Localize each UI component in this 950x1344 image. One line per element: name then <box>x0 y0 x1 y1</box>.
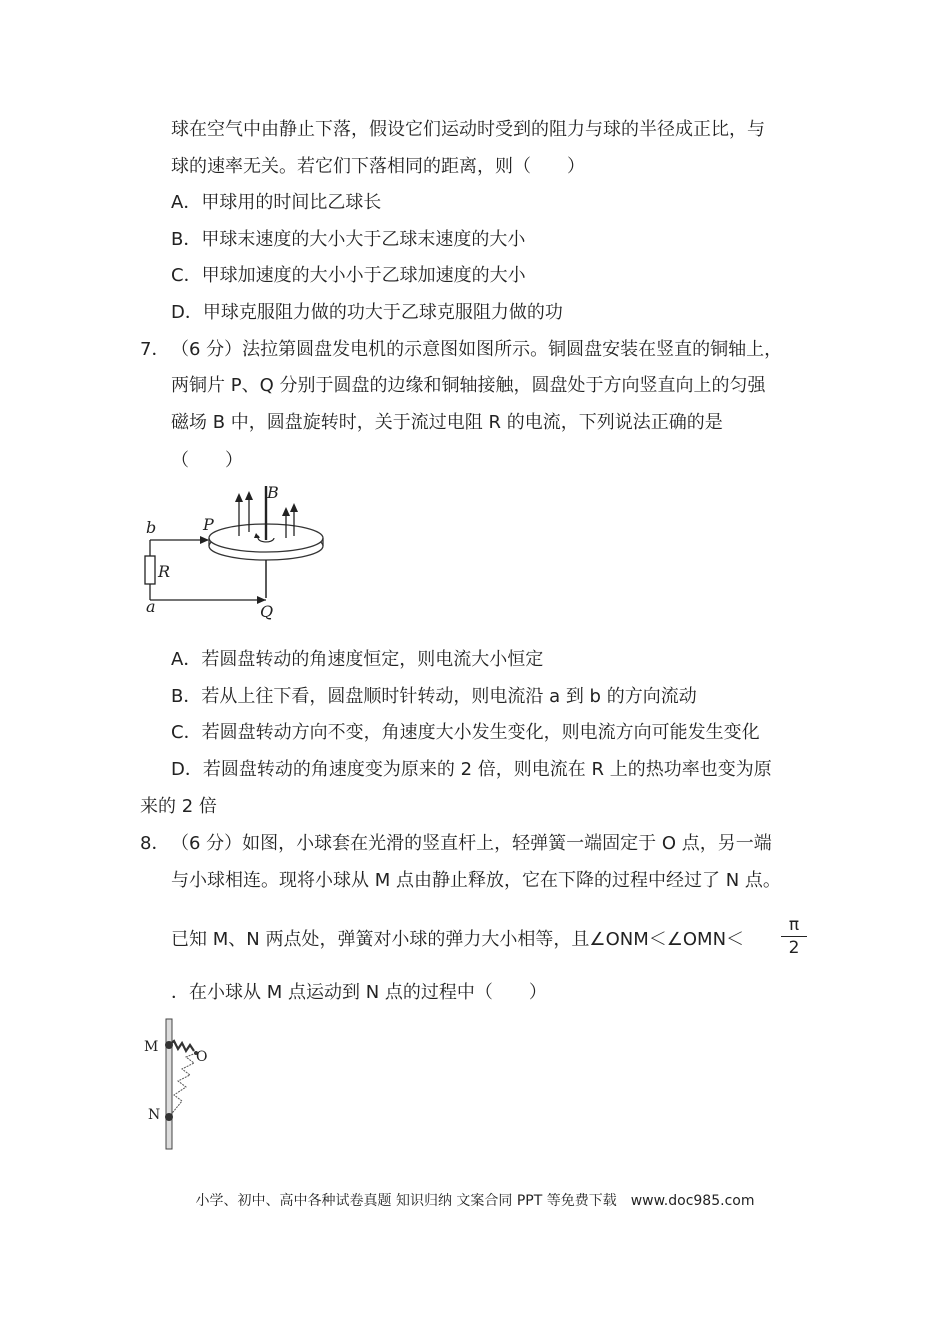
q6-line-2: 球的速率无关。若它们下落相同的距离，则（ ） <box>171 156 585 177</box>
q7-option-c: C．若圆盘转动方向不变，角速度大小发生变化，则电流方向可能发生变化 <box>171 722 760 743</box>
q7-line-3: 磁场 B 中，圆盘旋转时，关于流过电阻 R 的电流，下列说法正确的是 <box>171 412 723 433</box>
q6-option-a: A．甲球用的时间比乙球长 <box>171 192 382 213</box>
q6-option-d: D．甲球克服阻力做的功大于乙球克服阻力做的功 <box>171 302 563 323</box>
q8-line-1: （6 分）如图，小球套在光滑的竖直杆上，轻弹簧一端固定于 O 点，另一端 <box>171 833 772 854</box>
label-m: M <box>144 1039 159 1055</box>
q7-line-4: （ ） <box>171 450 243 471</box>
q7-number: 7． <box>140 339 170 360</box>
label-r: R <box>158 562 171 581</box>
q8-number: 8． <box>140 833 170 854</box>
label-o: O <box>196 1049 208 1065</box>
label-a: a <box>146 597 156 616</box>
page-footer: 小学、初中、高中各种试卷真题 知识归纳 文案合同 PPT 等免费下载 www.doc985.com <box>195 1193 755 1209</box>
fraction-denominator: 2 <box>788 938 800 958</box>
fraction-pi-over-2 <box>779 915 809 958</box>
label-b: b <box>146 518 157 537</box>
q8-line-2: 与小球相连。现将小球从 M 点由静止释放，它在下降的过程中经过了 N 点。 <box>171 870 781 891</box>
label-n: N <box>148 1107 161 1123</box>
label-q: Q <box>260 602 274 621</box>
label-magnetic-field-b: B <box>267 483 279 502</box>
q7-line-2: 两铜片 P、Q 分别于圆盘的边缘和铜轴接触，圆盘处于方向竖直向上的匀强 <box>171 375 766 396</box>
q6-line-1: 球在空气中由静止下落，假设它们运动时受到的阻力与球的半径成正比，与 <box>171 119 765 140</box>
q8-line-4: ．在小球从 M 点运动到 N 点的过程中（ ） <box>171 982 547 1003</box>
faraday-disc-figure <box>138 480 338 620</box>
q7-option-d: D．若圆盘转动的角速度变为原来的 2 倍，则电流在 R 上的热功率也变为原 <box>171 759 772 780</box>
label-p: P <box>203 515 214 534</box>
q7-option-b: B．若从上往下看，圆盘顺时针转动，则电流沿 a 到 b 的方向流动 <box>171 686 697 707</box>
q8-line-3: 已知 M、N 两点处，弹簧对小球的弹力大小相等，且∠ONM＜∠OMN＜ <box>171 929 745 950</box>
q6-option-b: B．甲球末速度的大小大于乙球末速度的大小 <box>171 229 526 250</box>
fraction-numerator: π <box>788 915 800 935</box>
q7-option-d-continued: 来的 2 倍 <box>140 796 217 817</box>
q7-line-1: （6 分）法拉第圆盘发电机的示意图如图所示。铜圆盘安装在竖直的铜轴上， <box>171 339 783 360</box>
q6-option-c: C．甲球加速度的大小小于乙球加速度的大小 <box>171 265 526 286</box>
q7-option-a: A．若圆盘转动的角速度恒定，则电流大小恒定 <box>171 649 544 670</box>
